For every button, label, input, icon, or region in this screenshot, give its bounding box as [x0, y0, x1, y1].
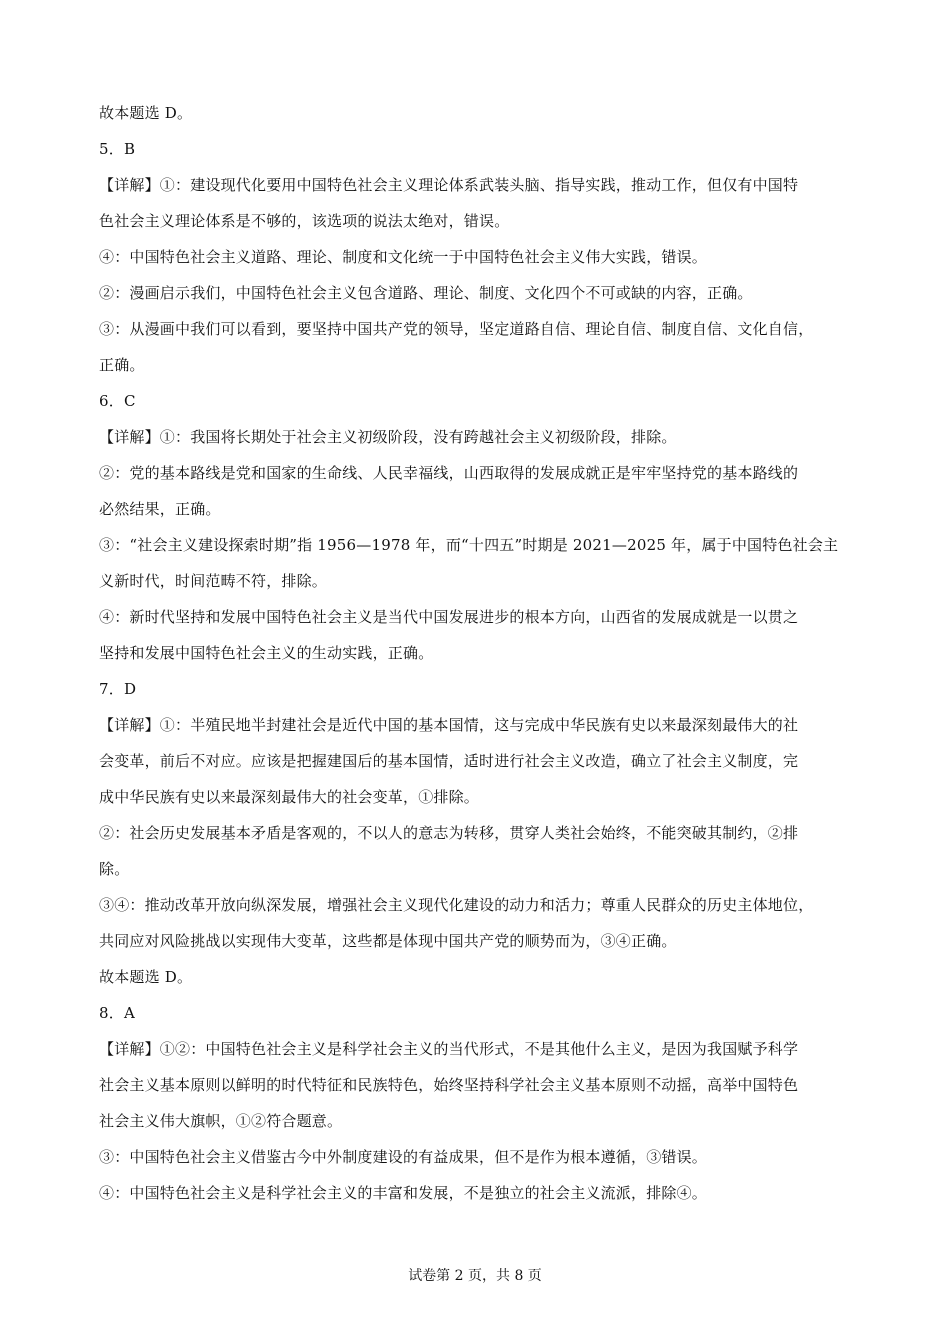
answer-explanations [99, 95, 861, 1211]
q7-detail-line-1: 【详解】①：半殖民地半封建社会是近代中国的基本国情，这与完成中华民族有史以来最深刻最伟大的社 [99, 716, 799, 734]
q8-detail-line-1: 【详解】①②：中国特色社会主义是科学社会主义的当代形式，不是其他什么主义，是因为我国赋予科学 [99, 1040, 799, 1058]
q6-detail-item-1: 【详解】①：我国将长期处于社会主义初级阶段，没有跨越社会主义初级阶段，排除。 [99, 428, 677, 446]
q7-detail-line-2: 会变革，前后不对应。应该是把握建国后的基本国情，适时进行社会主义改造，确立了社会主义制度，完 [99, 752, 799, 770]
q6-item-4-cont: 坚持和发展中国特色社会主义的生动实践，正确。 [99, 644, 434, 662]
question-6-answer: 6．C [99, 392, 136, 410]
q8-detail-line-3: 社会主义伟大旗帜，①②符合题意。 [99, 1112, 343, 1130]
question-5-answer: 5．B [99, 140, 136, 158]
q8-item-4: ④：中国特色社会主义是科学社会主义的丰富和发展，不是独立的社会主义流派，排除④。 [99, 1184, 708, 1202]
page-footer: 试卷第 2 页，共 8 页 [408, 1268, 542, 1284]
q8-item-3: ③：中国特色社会主义借鉴古今中外制度建设的有益成果，但不是作为根本遵循，③错误。 [99, 1148, 708, 1166]
q8-detail-line-2: 社会主义基本原则以鲜明的时代特征和民族特色，始终坚持科学社会主义基本原则不动摇，高举中国特色 [99, 1076, 799, 1094]
q5-detail-line-1: 【详解】①：建设现代化要用中国特色社会主义理论体系武装头脑、指导实践，推动工作，但仅有中国特 [99, 176, 799, 194]
question-7-answer: 7．D [99, 680, 137, 698]
q7-item-34: ③④：推动改革开放向纵深发展，增强社会主义现代化建设的动力和活力；尊重人民群众的历史主体地位， [99, 896, 814, 914]
conclusion-line: 故本题选 D。 [99, 104, 193, 122]
q7-item-2: ②：社会历史发展基本矛盾是客观的，不以人的意志为转移，贯穿人类社会始终，不能突破其制约，②排 [99, 824, 799, 842]
q7-item-2-cont: 除。 [99, 860, 130, 878]
q5-item-2: ②：漫画启示我们，中国特色社会主义包含道路、理论、制度、文化四个不可或缺的内容，正确。 [99, 284, 753, 302]
q7-item-34-cont: 共同应对风险挑战以实现伟大变革，这些都是体现中国共产党的顺势而为，③④正确。 [99, 932, 677, 950]
question-8-answer: 8．A [99, 1004, 135, 1022]
q6-item-2-cont: 必然结果，正确。 [99, 500, 221, 518]
q7-detail-line-3: 成中华民族有史以来最深刻最伟大的社会变革，①排除。 [99, 788, 480, 806]
q5-item-3: ③：从漫画中我们可以看到，要坚持中国共产党的领导，坚定道路自信、理论自信、制度自信、文化自信， [99, 320, 814, 338]
q6-item-3-cont: 义新时代，时间范畴不符，排除。 [99, 572, 328, 590]
q6-item-4: ④：新时代坚持和发展中国特色社会主义是当代中国发展进步的根本方向，山西省的发展成就是一以贯之 [99, 608, 799, 626]
q5-detail-line-2: 色社会主义理论体系是不够的，该选项的说法太绝对，错误。 [99, 212, 510, 230]
q6-item-3: ③：“社会主义建设探索时期”指 1956—1978 年，而“十四五”时期是 2021—2025 年，属于中国特色社会主 [99, 536, 839, 554]
q6-item-2: ②：党的基本路线是党和国家的生命线、人民幸福线，山西取得的发展成就正是牢牢坚持党的基本路线的 [99, 464, 799, 482]
q5-item-4: ④：中国特色社会主义道路、理论、制度和文化统一于中国特色社会主义伟大实践，错误。 [99, 248, 708, 266]
q7-conclusion: 故本题选 D。 [99, 968, 193, 986]
q5-item-3-cont: 正确。 [99, 356, 145, 374]
